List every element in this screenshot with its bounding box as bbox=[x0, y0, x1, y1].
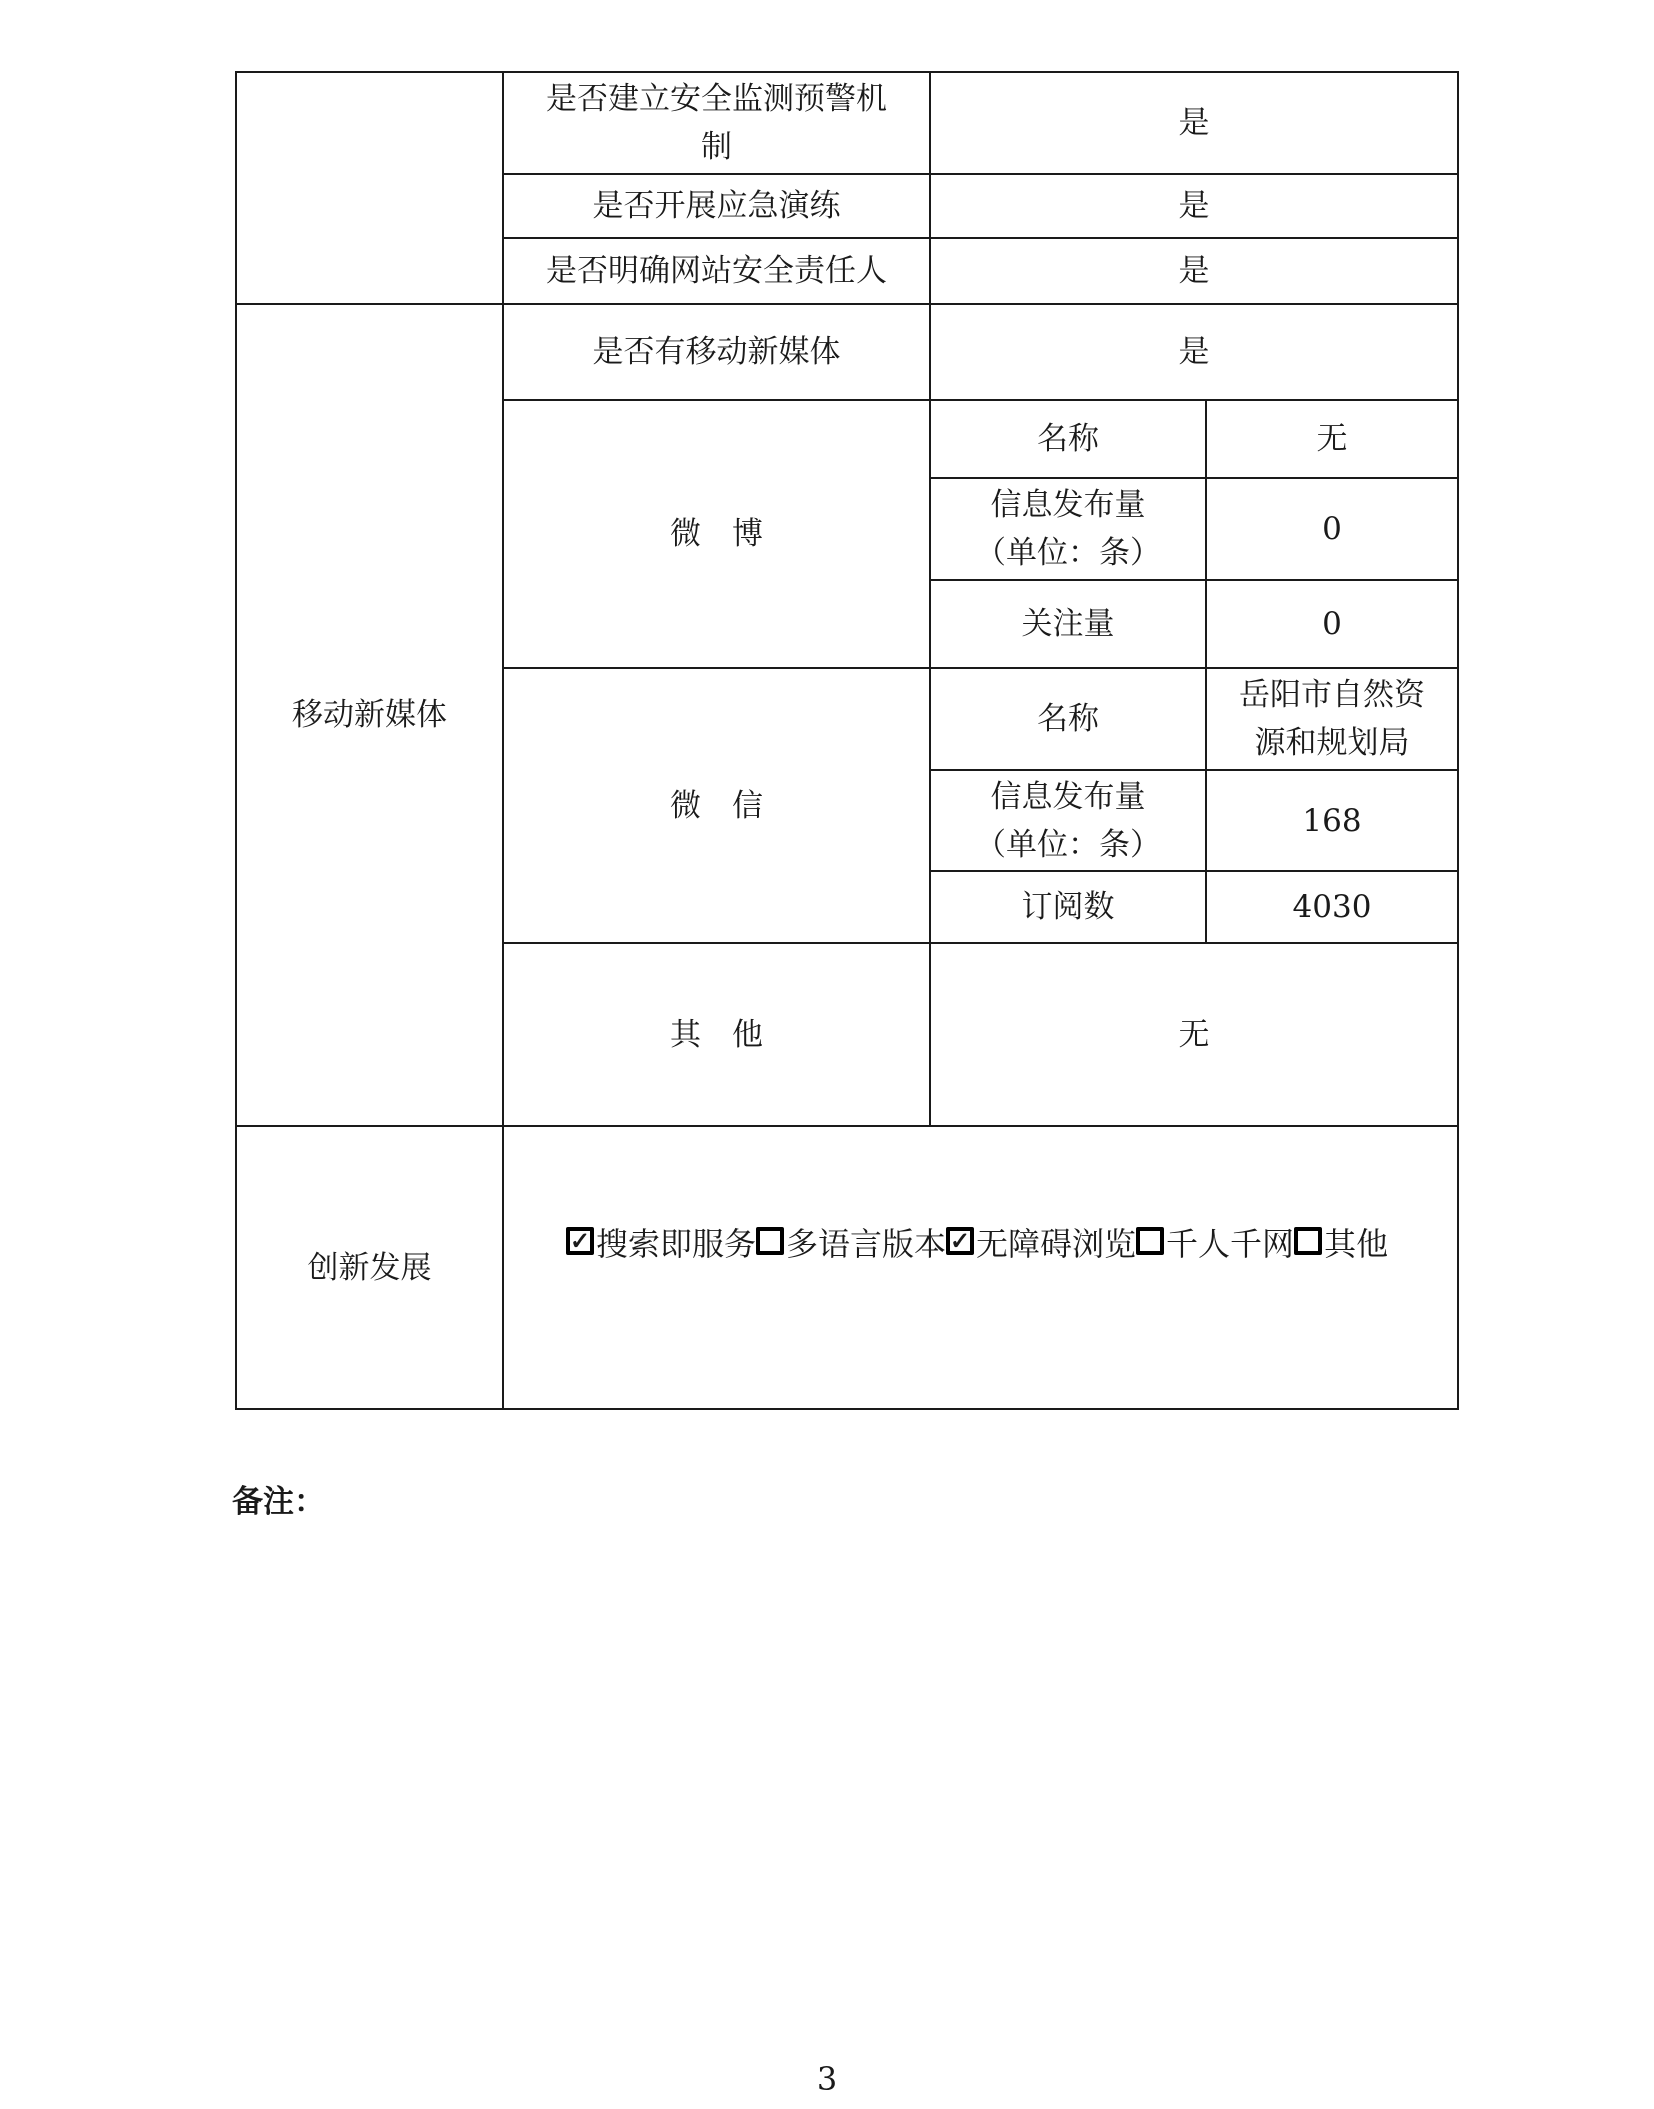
wechat-subscribers-label: 订阅数 bbox=[1021, 889, 1115, 925]
option-other[interactable]: 其他 bbox=[1294, 1219, 1388, 1265]
checkbox-unchecked-icon[interactable] bbox=[1136, 1227, 1164, 1255]
option-multilingual[interactable]: 多语言版本 bbox=[756, 1219, 946, 1265]
security-value-monitoring: 是 bbox=[1178, 105, 1210, 141]
wechat-name-label: 名称 bbox=[1037, 701, 1099, 737]
security-label-drill: 是否开展应急演练 bbox=[592, 188, 841, 224]
weibo-posts-label: 信息发布量（单位：条） bbox=[975, 487, 1161, 571]
security-value-drill: 是 bbox=[1178, 188, 1210, 224]
security-label-monitoring: 是否建立安全监测预警机制 bbox=[546, 81, 887, 165]
page-number: 3 bbox=[816, 2060, 838, 2098]
wechat-posts-value: 168 bbox=[1302, 802, 1362, 839]
wechat-subscribers-value: 4030 bbox=[1292, 889, 1372, 925]
weibo-name-value: 无 bbox=[1316, 421, 1348, 457]
checkbox-checked-icon[interactable]: ✓ bbox=[946, 1227, 974, 1255]
other-media-label: 其 他 bbox=[670, 1016, 763, 1053]
innovation-options bbox=[566, 1219, 1388, 1265]
remark-label: 备注： bbox=[232, 1484, 325, 1520]
security-label-responsible: 是否明确网站安全责任人 bbox=[546, 253, 887, 289]
wechat-label: 微 信 bbox=[670, 787, 763, 824]
other-media-value: 无 bbox=[1178, 1016, 1210, 1053]
innovation-label: 创新发展 bbox=[307, 1249, 432, 1286]
option-personalized[interactable]: 千人千网 bbox=[1136, 1219, 1294, 1265]
wechat-name-value: 岳阳市自然资源和规划局 bbox=[1239, 677, 1425, 761]
weibo-name-label: 名称 bbox=[1037, 421, 1099, 457]
wechat-posts-label: 信息发布量（单位：条） bbox=[975, 778, 1161, 863]
weibo-posts-value: 0 bbox=[1322, 511, 1342, 547]
weibo-label: 微 博 bbox=[670, 516, 763, 552]
weibo-followers-value: 0 bbox=[1322, 606, 1342, 642]
checkbox-checked-icon[interactable]: ✓ bbox=[566, 1227, 594, 1255]
mobile-media-section-label: 移动新媒体 bbox=[292, 697, 447, 733]
option-search-service[interactable]: ✓ 搜索即服务 bbox=[566, 1219, 756, 1265]
checkbox-unchecked-icon[interactable] bbox=[1294, 1227, 1322, 1255]
weibo-followers-label: 关注量 bbox=[1021, 606, 1115, 642]
checkbox-unchecked-icon[interactable] bbox=[756, 1227, 784, 1255]
security-value-responsible: 是 bbox=[1178, 253, 1210, 289]
has-mobile-media-value: 是 bbox=[1178, 334, 1210, 370]
option-accessibility[interactable]: ✓ 无障碍浏览 bbox=[946, 1219, 1136, 1265]
has-mobile-media-label: 是否有移动新媒体 bbox=[592, 334, 841, 370]
